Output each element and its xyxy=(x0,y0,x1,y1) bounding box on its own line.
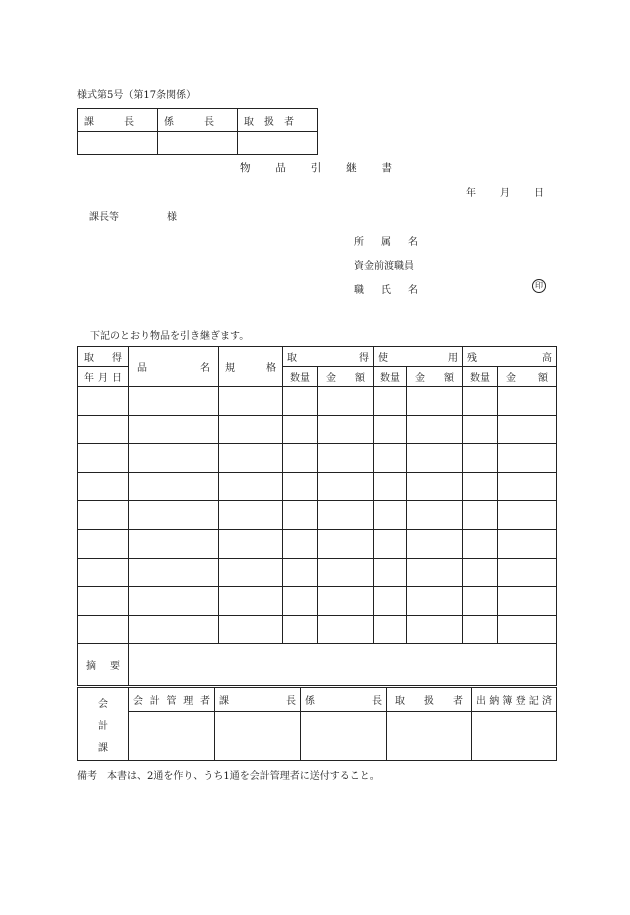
footnote: 備考 本書は、2通を作り、うち1通を会計管理者に送付すること。 xyxy=(77,771,380,782)
accounting-section-label: 会 計 課 xyxy=(78,688,129,761)
table-cell[interactable] xyxy=(318,415,374,444)
header-item-name: 品 名 xyxy=(129,347,219,387)
table-cell[interactable] xyxy=(78,587,129,616)
table-cell[interactable] xyxy=(129,529,219,558)
approval-header-section-chief: 課 長 xyxy=(78,109,158,132)
table-cell[interactable] xyxy=(463,501,498,530)
approval-seal-subsection-chief[interactable] xyxy=(158,132,238,155)
form-label: 様式第5号（第17条関係） xyxy=(77,90,197,101)
table-cell[interactable] xyxy=(219,615,283,644)
header-acquired-date-ymd: 年 月 日 xyxy=(78,367,129,387)
table-cell[interactable] xyxy=(78,415,129,444)
sender-affiliation-label: 所 属 名 xyxy=(354,237,418,248)
table-row xyxy=(78,415,557,444)
table-cell[interactable] xyxy=(318,558,374,587)
approval-header-subsection-chief: 係 長 xyxy=(158,109,238,132)
accounting-header-manager: 会 計 管 理 者 xyxy=(129,688,215,712)
header-usage: 使 用 xyxy=(374,347,463,367)
table-cell[interactable] xyxy=(463,529,498,558)
table-cell[interactable] xyxy=(219,444,283,473)
accounting-header-subsection-chief: 係 長 xyxy=(301,688,387,712)
table-cell[interactable] xyxy=(318,444,374,473)
header-acquired-date: 取 得 xyxy=(78,347,129,367)
table-cell[interactable] xyxy=(498,472,557,501)
table-cell[interactable] xyxy=(463,615,498,644)
sender-name-label: 職 氏 名 xyxy=(354,285,418,296)
table-cell[interactable] xyxy=(318,615,374,644)
table-cell[interactable] xyxy=(219,587,283,616)
table-cell[interactable] xyxy=(463,387,498,416)
table-cell[interactable] xyxy=(78,444,129,473)
accounting-header-handler: 取 扱 者 xyxy=(387,688,472,712)
document-title: 物 品 引 継 書 xyxy=(240,162,392,174)
accounting-seal-handler[interactable] xyxy=(387,712,472,761)
header-usage-amount: 金 額 xyxy=(407,367,463,387)
table-cell[interactable] xyxy=(374,558,407,587)
table-cell[interactable] xyxy=(407,472,463,501)
table-cell[interactable] xyxy=(463,587,498,616)
table-row xyxy=(78,472,557,501)
header-acquisition-quantity: 数量 xyxy=(283,367,318,387)
items-body xyxy=(78,387,557,644)
table-cell[interactable] xyxy=(407,587,463,616)
remarks-label: 摘 要 xyxy=(78,644,129,686)
table-cell[interactable] xyxy=(498,558,557,587)
approval-seal-handler[interactable] xyxy=(238,132,318,155)
table-cell[interactable] xyxy=(374,501,407,530)
table-row xyxy=(78,529,557,558)
table-cell[interactable] xyxy=(463,444,498,473)
table-cell[interactable] xyxy=(283,387,318,416)
table-row xyxy=(78,587,557,616)
table-cell[interactable] xyxy=(463,558,498,587)
table-cell[interactable] xyxy=(498,615,557,644)
table-cell[interactable] xyxy=(318,529,374,558)
table-cell[interactable] xyxy=(374,587,407,616)
seal-icon: 印 xyxy=(532,279,546,293)
accounting-approval-table xyxy=(77,687,557,761)
table-cell[interactable] xyxy=(374,444,407,473)
table-cell[interactable] xyxy=(318,501,374,530)
header-balance-quantity: 数量 xyxy=(463,367,498,387)
header-acquisition: 取 得 xyxy=(283,347,374,367)
header-balance: 残 高 xyxy=(463,347,557,367)
table-cell[interactable] xyxy=(463,415,498,444)
table-cell[interactable] xyxy=(129,558,219,587)
remarks-field[interactable] xyxy=(129,644,557,686)
table-cell[interactable] xyxy=(219,501,283,530)
table-cell[interactable] xyxy=(219,387,283,416)
table-cell[interactable] xyxy=(78,387,129,416)
table-cell[interactable] xyxy=(283,529,318,558)
table-cell[interactable] xyxy=(283,472,318,501)
table-cell[interactable] xyxy=(219,472,283,501)
table-cell[interactable] xyxy=(498,387,557,416)
sender-position-label: 資金前渡職員 xyxy=(354,261,414,272)
table-cell[interactable] xyxy=(374,415,407,444)
intro-text: 下記のとおり物品を引き継ぎます。 xyxy=(90,331,250,342)
table-cell[interactable] xyxy=(407,615,463,644)
table-row xyxy=(78,558,557,587)
table-cell[interactable] xyxy=(283,415,318,444)
table-row xyxy=(78,387,557,416)
accounting-header-ledger-registered: 出 納 簿 登 記 済 xyxy=(472,688,557,712)
table-cell[interactable] xyxy=(129,415,219,444)
table-cell[interactable] xyxy=(78,558,129,587)
table-row xyxy=(78,615,557,644)
table-cell[interactable] xyxy=(219,415,283,444)
approval-header-handler: 取 扱 者 xyxy=(238,109,318,132)
items-table xyxy=(77,346,557,686)
accounting-seal-ledger-registered[interactable] xyxy=(472,712,557,761)
table-cell[interactable] xyxy=(283,587,318,616)
table-cell[interactable] xyxy=(78,472,129,501)
table-cell[interactable] xyxy=(374,615,407,644)
header-acquisition-amount: 金 額 xyxy=(318,367,374,387)
table-cell[interactable] xyxy=(498,415,557,444)
table-cell[interactable] xyxy=(374,387,407,416)
table-cell[interactable] xyxy=(407,387,463,416)
table-cell[interactable] xyxy=(463,472,498,501)
approval-seal-section-chief[interactable] xyxy=(78,132,158,155)
addressee-name: 課長等 xyxy=(89,212,119,223)
table-row xyxy=(78,501,557,530)
table-cell[interactable] xyxy=(498,529,557,558)
header-balance-amount: 金 額 xyxy=(498,367,557,387)
table-cell[interactable] xyxy=(129,472,219,501)
table-cell[interactable] xyxy=(78,529,129,558)
table-cell[interactable] xyxy=(407,415,463,444)
table-cell[interactable] xyxy=(129,587,219,616)
table-cell[interactable] xyxy=(498,501,557,530)
table-row xyxy=(78,444,557,473)
header-spec: 規 格 xyxy=(219,347,283,387)
addressee-suffix: 様 xyxy=(167,212,177,223)
table-cell[interactable] xyxy=(78,501,129,530)
table-cell[interactable] xyxy=(129,615,219,644)
table-cell[interactable] xyxy=(374,529,407,558)
table-cell[interactable] xyxy=(129,444,219,473)
table-cell[interactable] xyxy=(407,444,463,473)
table-cell[interactable] xyxy=(498,444,557,473)
table-cell[interactable] xyxy=(407,529,463,558)
table-cell[interactable] xyxy=(283,558,318,587)
table-cell[interactable] xyxy=(219,529,283,558)
table-cell[interactable] xyxy=(498,587,557,616)
accounting-header-section-chief: 課 長 xyxy=(215,688,301,712)
table-cell[interactable] xyxy=(129,501,219,530)
table-cell[interactable] xyxy=(374,472,407,501)
table-cell[interactable] xyxy=(407,501,463,530)
table-cell[interactable] xyxy=(318,587,374,616)
accounting-seal-manager[interactable] xyxy=(129,712,215,761)
table-cell[interactable] xyxy=(318,472,374,501)
table-cell[interactable] xyxy=(407,558,463,587)
table-cell[interactable] xyxy=(318,387,374,416)
table-cell[interactable] xyxy=(283,501,318,530)
document-date[interactable]: 年 月 日 xyxy=(466,188,544,199)
accounting-seal-subsection-chief[interactable] xyxy=(301,712,387,761)
addressee xyxy=(89,208,177,223)
table-cell[interactable] xyxy=(283,444,318,473)
table-cell[interactable] xyxy=(283,615,318,644)
accounting-seal-section-chief[interactable] xyxy=(215,712,301,761)
header-usage-quantity: 数量 xyxy=(374,367,407,387)
approval-box xyxy=(77,108,318,155)
table-cell[interactable] xyxy=(219,558,283,587)
table-cell[interactable] xyxy=(129,387,219,416)
table-cell[interactable] xyxy=(78,615,129,644)
